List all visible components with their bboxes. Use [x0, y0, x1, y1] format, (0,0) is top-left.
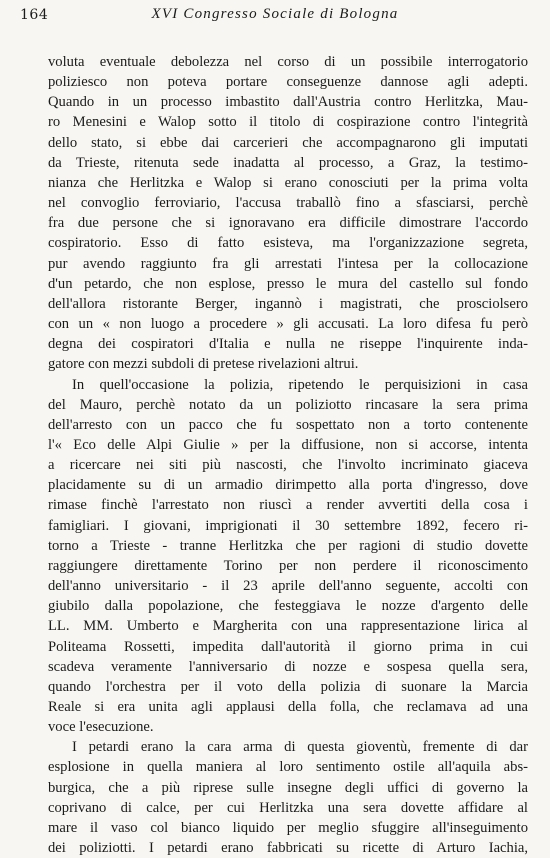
text-line: fra due persone che si ignoravano era difficile dimostrare l'accordo	[48, 215, 528, 232]
page-header	[0, 0, 550, 40]
text-line: dell'anno universitario - il 23 aprile dell'anno seguente, accolti con	[48, 578, 528, 595]
paragraph	[48, 375, 528, 738]
paragraph	[48, 52, 528, 375]
text-line: burgica, che a più riprese sulle insegne degli uffici di governo la	[48, 779, 528, 796]
text-line: LL. MM. Umberto e Margherita con una rappresentazione lirica al	[48, 618, 528, 635]
paragraph	[48, 737, 528, 858]
text-line: a ricercare nei siti più nascosti, che l'involto incriminato giaceva	[48, 457, 528, 474]
text-line: scadeva veramente l'anniversario di nozze e sospesa quella sera,	[48, 658, 528, 675]
text-line: mare il vaso col bianco liquido per meglio sfuggire all'inseguimento	[48, 819, 528, 836]
text-line: poliziesco non poteva portare conseguenze dannose agli adepti.	[48, 74, 528, 91]
text-line: coprivano di calce, per cui Herlitzka una sera dovette affidare al	[48, 799, 528, 816]
text-line: famigliari. I giovani, imprigionati il 30 settembre 1892, fecero ri-	[48, 517, 528, 534]
text-line: Politeama Rossetti, impedita dall'autorità il giorno prima in cui	[48, 638, 528, 655]
text-line: del Mauro, perchè notato da un poliziotto rincasare la sera prima	[48, 396, 528, 413]
text-line: esplosione in quella maniera al loro sentimento ostile all'aquila abs-	[48, 759, 528, 776]
text-line: cospiratorio. Esso di fatto esisteva, ma l'organizzazione segreta,	[48, 235, 528, 252]
text-line: giubilo dalla popolazione, che festeggiava le nozze d'argento delle	[48, 598, 528, 615]
text-line: l'« Eco delle Alpi Giulie » per la diffusione, non si accorse, intenta	[48, 436, 528, 453]
text-line: ro Menesini e Walop sotto il titolo di cospirazione contro l'integrità	[48, 114, 528, 131]
running-title: XVI Congresso Sociale di Bologna	[151, 6, 399, 22]
text-line: nianza che Herlitzka e Walop si erano conosciuti per la prima volta	[48, 174, 528, 191]
text-line: da Trieste, ritenuta sede inadatta al processo, a Graz, la testimo-	[48, 154, 528, 171]
text-line: d'un petardo, che non esplose, presso le mura del castello sul fondo	[48, 275, 528, 292]
text-line: torno a Trieste - tranne Herlitzka che per ragioni di studio dovette	[48, 537, 528, 554]
text-line: dei poliziotti. I petardi erano fabbricati su ricette di Arturo Iachia,	[48, 840, 528, 857]
text-line: dello stato, si ebbe dai carcerieri che accompagnarono gli imputati	[48, 134, 528, 151]
text-line: dell'allora ristorante Berger, ingannò i magistrati, che prosciolsero	[48, 295, 528, 312]
text-line: In quell'occasione la polizia, ripetendo le perquisizioni in casa	[72, 376, 528, 393]
body-text	[48, 52, 528, 858]
text-line: nel convoglio ferroviario, l'accusa traballò fino a sfasciarsi, perchè	[48, 195, 528, 212]
text-line: I petardi erano la cara arma di questa gioventù, fremente di dar	[72, 739, 528, 756]
text-line: raggiungere direttamente Torino per non perdere il riconoscimento	[48, 557, 528, 574]
text-line: pur avendo raggiunto fra gli arrestati l'intesa per la collocazione	[48, 255, 528, 272]
text-line: rimase finchè l'arrestato non riuscì a render avvertiti della cosa i	[48, 497, 528, 514]
text-line: con un « non luogo a procedere » gli accusati. La loro difesa fu però	[48, 316, 528, 333]
page-number: 164	[20, 7, 49, 23]
text-line: Reale si era unita agli applausi della folla, che reclamava ad una	[48, 699, 528, 715]
text-line: Quando in un processo imbastito dall'Austria contro Herlitzka, Mau-	[48, 94, 528, 111]
text-line: voce l'esecuzione.	[48, 719, 154, 736]
text-line: gatore con mezzi subdoli di pretese rivelazioni altrui.	[48, 356, 359, 373]
text-line: placidamente su di un armadio dirimpetto alla porta d'ingresso, dove	[48, 477, 528, 494]
text-line: voluta eventuale debolezza nel corso di un possibile interrogatorio	[48, 54, 528, 70]
text-line: dell'arresto con un pacco che fu sospettato non a torto contenente	[48, 416, 528, 433]
text-line: quando l'orchestra per il voto della polizia di suonare la Marcia	[48, 678, 528, 695]
text-line: degna dei cospiratori d'Italia e nulla ne riseppe l'inquirente inda-	[48, 336, 528, 353]
